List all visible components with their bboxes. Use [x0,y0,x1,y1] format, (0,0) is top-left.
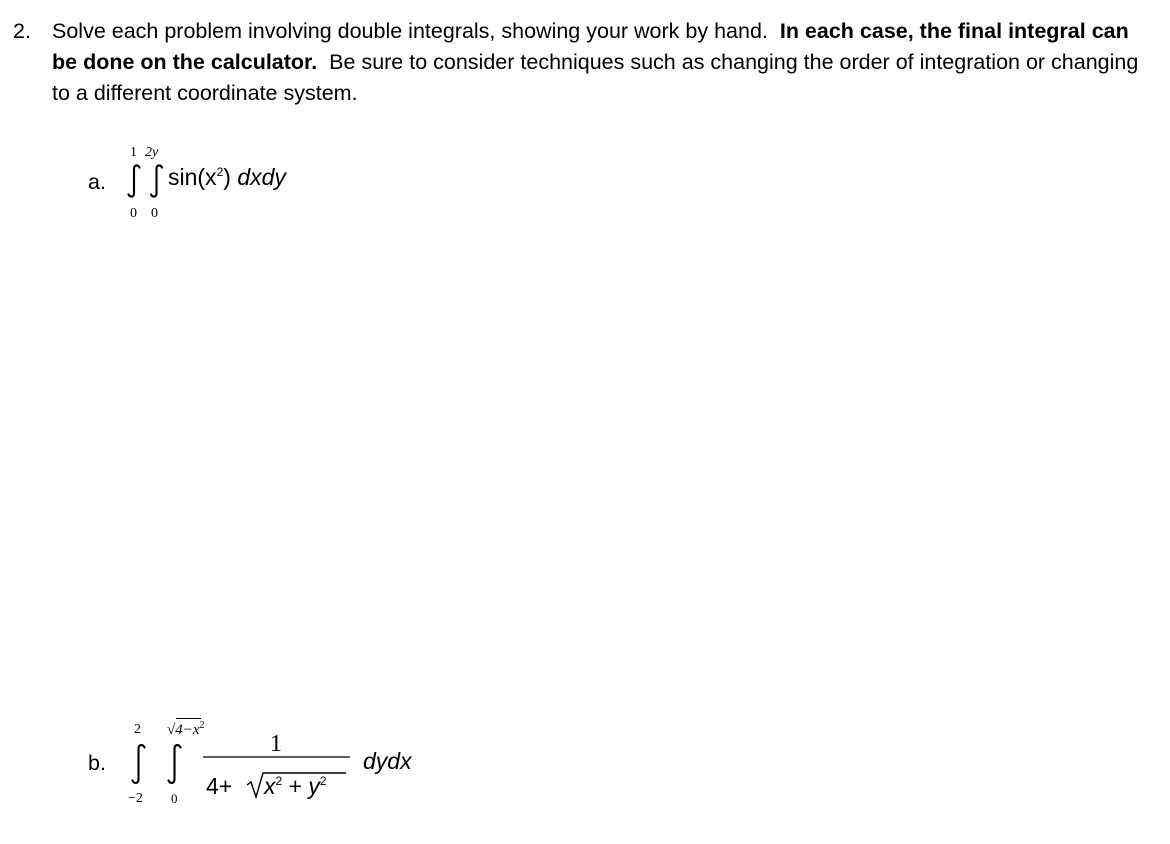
part-a-outer-lower-limit: 0 [130,206,137,221]
part-b-outer-upper-limit: 2 [134,722,141,737]
part-a-inner-integral-sign [151,165,162,196]
part-b-differentials: dydx [363,748,412,774]
part-b-denominator-radicand [264,773,327,800]
part-a-integrand [168,164,286,191]
part-a-function: sin(x [168,164,217,190]
part-b-denominator-prefix: 4+ [206,773,233,799]
part-b-inner-integral-sign [169,745,181,783]
part-b-denominator [206,773,232,800]
part-b-outer-lower-limit: −2 [128,791,143,806]
part-b-denominator-x: x [264,773,276,799]
part-b-numerator: 1 [270,731,282,757]
part-b-inner-upper-body: 4−x [175,722,200,738]
part-a-inner-lower-limit: 0 [151,206,158,221]
part-b-denominator-y-exponent: 2 [319,774,327,788]
part-b-outer-integral-sign [133,745,145,783]
part-b-inner-upper-limit [167,719,205,737]
problem-text-hint: Be sure to consider techniques such as changing the order of integration or changing to a different coordinate system. [52,50,1139,105]
part-b-denominator-x-exponent: 2 [275,774,283,788]
problem-text-bold: In each case, the final integral can be done on the calculator. [52,19,1129,74]
part-b-inner-lower-limit: 0 [171,791,178,806]
part-a-label: a. [88,170,106,194]
part-a-exponent: 2 [216,165,224,179]
part-a-outer-upper-limit: 1 [130,145,137,160]
part-b-denominator-y: y [308,773,320,799]
part-b-inner-upper-exponent: 2 [199,720,205,731]
part-a-outer-integral-sign [129,165,140,196]
part-b-inner-upper-radical: √ [167,722,176,738]
part-a-close-paren: ) [223,164,231,190]
part-a-inner-upper-limit: 2y [145,145,159,160]
problem-number: 2. [13,19,31,43]
part-a-differentials: dxdy [237,164,286,190]
part-b-label: b. [88,751,106,775]
part-b-denominator-plus: + [288,773,303,799]
problem-text-intro: Solve each problem involving double integrals, showing your work by hand. [52,19,768,43]
